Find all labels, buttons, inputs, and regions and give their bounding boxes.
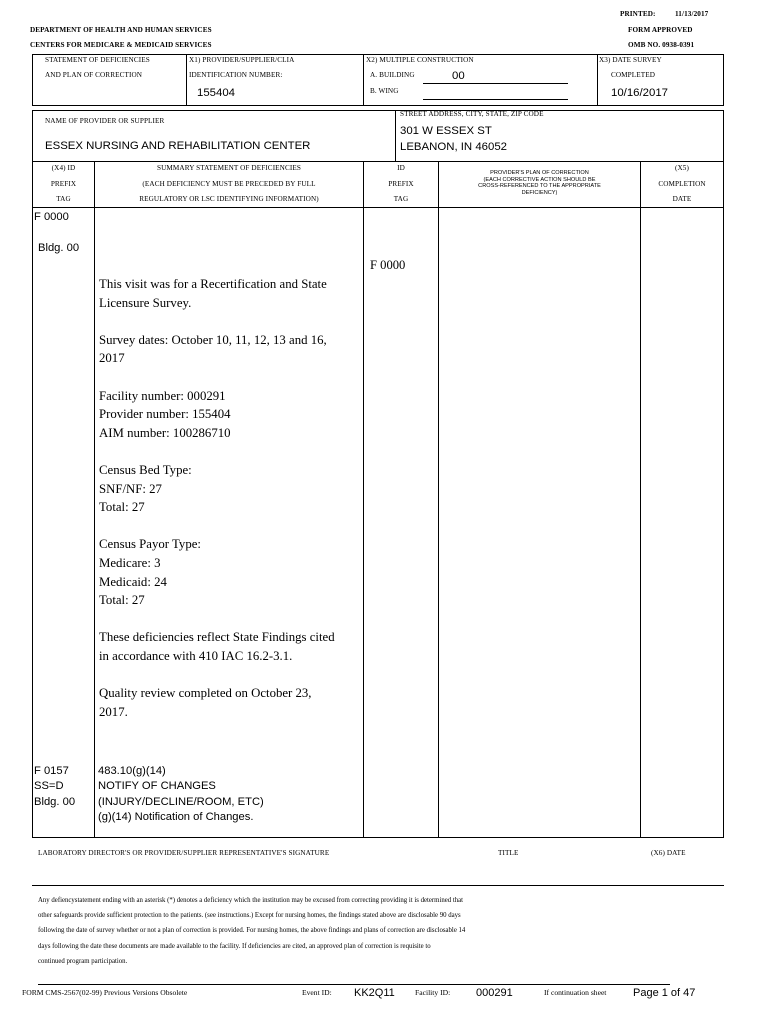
form-number: FORM CMS-2567(02-99) Previous Versions Obsolete xyxy=(22,988,188,997)
facility-id-value: 000291 xyxy=(476,987,513,999)
tag-f0000-right: F 0000 xyxy=(370,258,406,272)
payor-total: Total: 27 xyxy=(99,593,145,608)
x4-header-2: PREFIX xyxy=(50,180,77,188)
bldg-00-second: Bldg. 00 xyxy=(34,795,76,808)
id-header-3: TAG xyxy=(393,195,409,203)
summary-header-3: REGULATORY OR LSC IDENTIFYING INFORMATION) xyxy=(139,195,319,203)
disclaimer-line-5: continued program participation. xyxy=(38,957,128,965)
statement-label-1: STATEMENT OF DEFICIENCIES xyxy=(45,56,150,64)
regulation-subtitle: (INJURY/DECLINE/ROOM, ETC) xyxy=(98,795,264,808)
department-title: DEPARTMENT OF HEALTH AND HUMAN SERVICES xyxy=(30,26,212,34)
plan-header-4: DEFICIENCY) xyxy=(521,189,558,196)
provider-number: Provider number: 155404 xyxy=(99,407,231,422)
event-id-value: KK2Q11 xyxy=(354,987,395,999)
wing-label: B. WING xyxy=(370,87,399,95)
plan-header xyxy=(439,170,640,196)
survey-text xyxy=(99,275,339,721)
x1-label-1: X1) PROVIDER/SUPPLIER/CLIA xyxy=(189,56,295,64)
disclaimer-line-3: following the date of survey whether or not a plan of correction is provided. For nursing homes, the above findings and plans of correction are disclosable 14 xyxy=(38,927,466,935)
paragraph-quality-review: Quality review completed on October 23, 2017. xyxy=(99,686,312,719)
x3-label-2: COMPLETED xyxy=(611,71,656,79)
address-line-1: 301 W ESSEX ST xyxy=(400,125,492,137)
provider-name: ESSEX NURSING AND REHABILITATION CENTER xyxy=(45,140,311,152)
title-label: TITLE xyxy=(498,849,519,857)
census-payor-type: Census Payor Type: xyxy=(99,537,201,552)
plan-header-3: CROSS-REFERENCED TO THE APPROPRIATE xyxy=(478,183,601,190)
building-value: 00 xyxy=(452,70,465,82)
facility-number: Facility number: 000291 xyxy=(99,388,226,403)
snf-nf: SNF/NF: 27 xyxy=(99,481,162,496)
summary-header-2: (EACH DEFICIENCY MUST BE PRECEDED BY FULL xyxy=(142,180,316,188)
continuation-label: If continuation sheet xyxy=(544,988,607,997)
regulation-block xyxy=(98,764,264,826)
plan-header-1: PROVIDER'S PLAN OF CORRECTION xyxy=(490,170,589,176)
printed-date: 11/13/2017 xyxy=(675,10,709,18)
x4-header-1: (X4) ID xyxy=(51,164,76,172)
page-number: Page 1 of 47 xyxy=(633,987,696,999)
event-id-label: Event ID: xyxy=(302,988,332,997)
bed-total: Total: 27 xyxy=(99,500,145,515)
x5-header-1: (X5) xyxy=(675,164,689,172)
severity-ssd: SS=D xyxy=(34,780,64,793)
tag-f0000: F 0000 xyxy=(34,211,69,223)
tag-f0157-block xyxy=(34,764,75,810)
summary-header-1: SUMMARY STATEMENT OF DEFICIENCIES xyxy=(157,164,301,172)
medicaid: Medicaid: 24 xyxy=(99,574,167,589)
centers-title: CENTERS FOR MEDICARE & MEDICAID SERVICES xyxy=(30,41,212,49)
x1-label-2: IDENTIFICATION NUMBER: xyxy=(189,71,283,79)
disclaimer-line-4: days following the date these documents are made available to the facility. If deficiencies are cited, an approved plan of correction is requisite to xyxy=(38,942,431,950)
paragraph-survey-dates: Survey dates: October 10, 11, 12, 13 and 16, 2017 xyxy=(99,332,327,366)
id-header-1: ID xyxy=(397,164,405,172)
paragraph-recertification: This visit was for a Recertification and State Licensure Survey. xyxy=(99,277,327,310)
bldg-00: Bldg. 00 xyxy=(38,242,80,254)
tag-f0157: F 0157 xyxy=(34,765,69,777)
provider-name-label: NAME OF PROVIDER OR SUPPLIER xyxy=(45,117,165,125)
regulation-code: 483.10(g)(14) xyxy=(98,765,166,777)
x4-header-3: TAG xyxy=(56,195,71,203)
plan-header-2: (EACH CORRECTIVE ACTION SHOULD BE xyxy=(483,176,596,183)
regulation-description: (g)(14) Notification of Changes. xyxy=(98,811,254,824)
x2-label: X2) MULTIPLE CONSTRUCTION xyxy=(366,56,474,64)
regulation-title: NOTIFY OF CHANGES xyxy=(98,780,216,793)
building-label: A. BUILDING xyxy=(370,71,415,79)
disclaimer-line-1: Any defiencystatement ending with an asterisk (*) denotes a deficiency which the institution may be excused from correcting providing it is determined that xyxy=(38,897,464,904)
address-label: STREET ADDRESS, CITY, STATE, ZIP CODE xyxy=(400,110,544,118)
omb-number: OMB NO. 0938-0391 xyxy=(628,41,695,49)
id-header-2: PREFIX xyxy=(388,180,414,188)
x5-header-2: COMPLETION xyxy=(658,180,706,188)
form-approved: FORM APPROVED xyxy=(628,26,693,34)
address-line-2: LEBANON, IN 46052 xyxy=(400,141,507,153)
x3-label-1: X3) DATE SURVEY xyxy=(599,56,662,64)
medicare: Medicare: 3 xyxy=(99,555,161,570)
census-bed-type: Census Bed Type: xyxy=(99,462,192,477)
x5-header-3: DATE xyxy=(672,195,692,203)
survey-completed-date: 10/16/2017 xyxy=(611,87,669,99)
facility-id-label: Facility ID: xyxy=(415,988,451,997)
x6-date-label: (X6) DATE xyxy=(651,849,686,857)
aim-number: AIM number: 100286710 xyxy=(99,425,231,440)
signature-label: LABORATORY DIRECTOR'S OR PROVIDER/SUPPLIER REPRESENTATIVE'S SIGNATURE xyxy=(38,849,330,857)
disclaimer-line-2: other safeguards provide sufficient protection to the patients. (see instructions.) Except for nursing homes, the findings stated above are disclosable 90 days xyxy=(38,912,461,920)
paragraph-state-findings: These deficiencies reflect State Findings cited in accordance with 410 IAC 16.2-3.1. xyxy=(99,630,335,663)
statement-label-2: AND PLAN OF CORRECTION xyxy=(45,71,143,79)
provider-id-number: 155404 xyxy=(197,87,236,99)
disclaimer xyxy=(38,893,698,969)
printed-label: PRINTED: xyxy=(620,10,656,18)
